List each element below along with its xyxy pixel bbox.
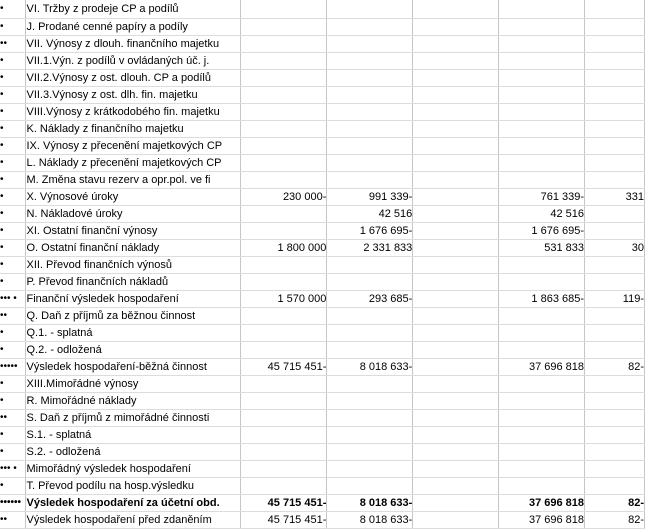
value-cell-col-5[interactable]: [585, 86, 645, 103]
value-cell-col-3[interactable]: [413, 86, 499, 103]
value-cell-col-1[interactable]: [241, 409, 327, 426]
value-cell-col-4[interactable]: 37 696 818: [499, 494, 585, 511]
value-cell-col-2[interactable]: [327, 324, 413, 341]
row-label-cell[interactable]: VI. Tržby z prodeje CP a podílů: [26, 0, 241, 18]
value-cell-col-1[interactable]: [241, 137, 327, 154]
value-cell-col-5[interactable]: [585, 69, 645, 86]
value-cell-col-3[interactable]: [413, 222, 499, 239]
table-row: [0, 477, 645, 494]
value-cell-col-3[interactable]: [413, 0, 499, 18]
table-row: [0, 52, 645, 69]
value-cell-col-2[interactable]: [327, 409, 413, 426]
value-cell-col-1[interactable]: [241, 120, 327, 137]
outline-level-marker[interactable]: •: [0, 239, 26, 256]
value-cell-col-1[interactable]: [241, 69, 327, 86]
value-cell-col-2[interactable]: [327, 392, 413, 409]
outline-level-marker[interactable]: •: [0, 103, 26, 120]
row-label-cell[interactable]: T. Převod podílu na hosp.výsledku: [26, 477, 241, 494]
outline-level-marker[interactable]: ••: [0, 409, 26, 426]
value-cell-col-3[interactable]: [413, 188, 499, 205]
value-cell-col-4[interactable]: [499, 103, 585, 120]
value-cell-col-5[interactable]: [585, 256, 645, 273]
value-cell-col-1[interactable]: [241, 0, 327, 18]
row-label-cell[interactable]: O. Ostatní finanční náklady: [26, 239, 241, 256]
value-cell-col-5[interactable]: [585, 18, 645, 35]
value-cell-col-4[interactable]: [499, 120, 585, 137]
row-label-cell[interactable]: Výsledek hospodaření před zdaněním: [26, 511, 241, 528]
table-row: [0, 239, 645, 256]
value-cell-col-3[interactable]: [413, 426, 499, 443]
outline-level-marker[interactable]: •: [0, 375, 26, 392]
row-label-cell[interactable]: Q.1. - splatná: [26, 324, 241, 341]
row-label-cell[interactable]: S.2. - odložená: [26, 443, 241, 460]
value-cell-col-4[interactable]: [499, 341, 585, 358]
value-cell-col-5[interactable]: [585, 392, 645, 409]
value-cell-col-3[interactable]: [413, 341, 499, 358]
outline-level-marker[interactable]: •: [0, 477, 26, 494]
value-cell-col-1[interactable]: [241, 460, 327, 477]
table-row: [0, 137, 645, 154]
outline-level-marker[interactable]: •: [0, 341, 26, 358]
value-cell-col-3[interactable]: [413, 171, 499, 188]
value-cell-col-2[interactable]: 8 018 633-: [327, 358, 413, 375]
value-cell-col-1[interactable]: 1 570 000: [241, 290, 327, 307]
value-cell-col-3[interactable]: [413, 324, 499, 341]
value-cell-col-1[interactable]: [241, 392, 327, 409]
value-cell-col-5[interactable]: [585, 273, 645, 290]
value-cell-col-3[interactable]: [413, 35, 499, 52]
value-cell-col-4[interactable]: [499, 324, 585, 341]
value-cell-col-2[interactable]: [327, 137, 413, 154]
value-cell-col-5[interactable]: [585, 103, 645, 120]
outline-level-marker[interactable]: •: [0, 256, 26, 273]
outline-level-marker[interactable]: ••: [0, 307, 26, 324]
value-cell-col-2[interactable]: 991 339-: [327, 188, 413, 205]
value-cell-col-5[interactable]: [585, 324, 645, 341]
value-cell-col-1[interactable]: 1 800 000: [241, 239, 327, 256]
value-cell-col-1[interactable]: [241, 426, 327, 443]
row-label-cell[interactable]: P. Převod finančních nákladů: [26, 273, 241, 290]
table-row: [0, 86, 645, 103]
row-label-cell[interactable]: M. Změna stavu rezerv a opr.pol. ve fi: [26, 171, 241, 188]
row-label-cell[interactable]: J. Prodané cenné papíry a podíly: [26, 18, 241, 35]
row-label-cell[interactable]: L. Náklady z přecenění majetkových CP: [26, 154, 241, 171]
value-cell-col-3[interactable]: [413, 460, 499, 477]
value-cell-col-5[interactable]: [585, 460, 645, 477]
value-cell-col-4[interactable]: 761 339-: [499, 188, 585, 205]
value-cell-col-1[interactable]: [241, 375, 327, 392]
value-cell-col-3[interactable]: [413, 154, 499, 171]
value-cell-col-2[interactable]: 42 516: [327, 205, 413, 222]
outline-level-marker[interactable]: •: [0, 273, 26, 290]
value-cell-col-1[interactable]: [241, 154, 327, 171]
outline-level-marker[interactable]: •: [0, 188, 26, 205]
row-label-cell[interactable]: X. Výnosové úroky: [26, 188, 241, 205]
row-label-cell[interactable]: VII.2.Výnosy z ost. dlouh. CP a podílů: [26, 69, 241, 86]
table-row: [0, 375, 645, 392]
value-cell-col-1[interactable]: 45 715 451-: [241, 511, 327, 528]
value-cell-col-1[interactable]: [241, 103, 327, 120]
table-row: [0, 0, 645, 18]
value-cell-col-3[interactable]: [413, 103, 499, 120]
value-cell-col-3[interactable]: [413, 392, 499, 409]
value-cell-col-1[interactable]: [241, 18, 327, 35]
value-cell-col-5[interactable]: [585, 375, 645, 392]
value-cell-col-5[interactable]: [585, 35, 645, 52]
value-cell-col-2[interactable]: [327, 69, 413, 86]
table-row: [0, 460, 645, 477]
value-cell-col-2[interactable]: [327, 273, 413, 290]
value-cell-col-2[interactable]: [327, 460, 413, 477]
value-cell-col-2[interactable]: [327, 426, 413, 443]
table-row: [0, 188, 645, 205]
value-cell-col-3[interactable]: [413, 358, 499, 375]
value-cell-col-5[interactable]: [585, 477, 645, 494]
outline-level-marker[interactable]: ••• •: [0, 290, 26, 307]
table-row: [0, 273, 645, 290]
value-cell-col-4[interactable]: [499, 69, 585, 86]
value-cell-col-2[interactable]: [327, 443, 413, 460]
value-cell-col-2[interactable]: [327, 154, 413, 171]
value-cell-col-5[interactable]: [585, 171, 645, 188]
value-cell-col-3[interactable]: [413, 290, 499, 307]
outline-level-marker[interactable]: •: [0, 324, 26, 341]
table-row: [0, 409, 645, 426]
value-cell-col-5[interactable]: 119-: [585, 290, 645, 307]
value-cell-col-1[interactable]: [241, 35, 327, 52]
value-cell-col-3[interactable]: [413, 256, 499, 273]
value-cell-col-3[interactable]: [413, 273, 499, 290]
outline-level-marker[interactable]: •: [0, 137, 26, 154]
row-label-cell[interactable]: Mimořádný výsledek hospodaření: [26, 460, 241, 477]
table-row: [0, 426, 645, 443]
outline-level-marker[interactable]: •: [0, 0, 26, 18]
value-cell-col-4[interactable]: [499, 460, 585, 477]
value-cell-col-5[interactable]: 82-: [585, 358, 645, 375]
row-label-cell[interactable]: XI. Ostatní finanční výnosy: [26, 222, 241, 239]
value-cell-col-2[interactable]: [327, 86, 413, 103]
value-cell-col-1[interactable]: [241, 52, 327, 69]
table-row: [0, 392, 645, 409]
value-cell-col-3[interactable]: [413, 494, 499, 511]
value-cell-col-1[interactable]: [241, 222, 327, 239]
row-label-cell[interactable]: Výsledek hospodaření za účetní obd.: [26, 494, 241, 511]
value-cell-col-3[interactable]: [413, 443, 499, 460]
value-cell-col-4[interactable]: [499, 392, 585, 409]
value-cell-col-3[interactable]: [413, 120, 499, 137]
value-cell-col-1[interactable]: [241, 443, 327, 460]
value-cell-col-1[interactable]: [241, 205, 327, 222]
value-cell-col-1[interactable]: [241, 86, 327, 103]
table-row: [0, 120, 645, 137]
table-row: [0, 103, 645, 120]
value-cell-col-2[interactable]: [327, 477, 413, 494]
table-row: [0, 35, 645, 52]
value-cell-col-4[interactable]: [499, 52, 585, 69]
outline-level-marker[interactable]: ••••••: [0, 494, 26, 511]
table-row: [0, 18, 645, 35]
outline-level-marker[interactable]: •: [0, 18, 26, 35]
value-cell-col-3[interactable]: [413, 307, 499, 324]
outline-level-marker[interactable]: •: [0, 392, 26, 409]
value-cell-col-5[interactable]: [585, 409, 645, 426]
outline-level-marker[interactable]: •: [0, 222, 26, 239]
value-cell-col-5[interactable]: 82-: [585, 494, 645, 511]
outline-level-marker[interactable]: •: [0, 154, 26, 171]
value-cell-col-2[interactable]: [327, 256, 413, 273]
value-cell-col-1[interactable]: [241, 256, 327, 273]
value-cell-col-5[interactable]: [585, 307, 645, 324]
value-cell-col-4[interactable]: 531 833: [499, 239, 585, 256]
row-label-cell[interactable]: K. Náklady z finančního majetku: [26, 120, 241, 137]
value-cell-col-1[interactable]: [241, 341, 327, 358]
value-cell-col-4[interactable]: [499, 443, 585, 460]
table-row: [0, 341, 645, 358]
value-cell-col-5[interactable]: 30: [585, 239, 645, 256]
table-row: [0, 290, 645, 307]
row-label-cell[interactable]: XIII.Mimořádné výnosy: [26, 375, 241, 392]
value-cell-col-1[interactable]: [241, 307, 327, 324]
value-cell-col-4[interactable]: [499, 171, 585, 188]
outline-level-marker[interactable]: •: [0, 205, 26, 222]
value-cell-col-4[interactable]: [499, 477, 585, 494]
outline-level-marker[interactable]: ••• •: [0, 460, 26, 477]
row-label-cell[interactable]: R. Mimořádné náklady: [26, 392, 241, 409]
value-cell-col-3[interactable]: [413, 18, 499, 35]
row-label-cell[interactable]: Q. Daň z příjmů za běžnou činnost: [26, 307, 241, 324]
value-cell-col-1[interactable]: [241, 324, 327, 341]
value-cell-col-2[interactable]: [327, 307, 413, 324]
value-cell-col-4[interactable]: 1 676 695-: [499, 222, 585, 239]
row-label-cell[interactable]: Finanční výsledek hospodaření: [26, 290, 241, 307]
value-cell-col-1[interactable]: [241, 171, 327, 188]
table-row: [0, 307, 645, 324]
value-cell-col-5[interactable]: [585, 205, 645, 222]
outline-level-marker[interactable]: •••••: [0, 358, 26, 375]
value-cell-col-4[interactable]: [499, 86, 585, 103]
outline-level-marker[interactable]: •: [0, 86, 26, 103]
value-cell-col-4[interactable]: 37 696 818: [499, 511, 585, 528]
value-cell-col-2[interactable]: 8 018 633-: [327, 511, 413, 528]
value-cell-col-3[interactable]: [413, 137, 499, 154]
value-cell-col-4[interactable]: 42 516: [499, 205, 585, 222]
row-label-cell[interactable]: IX. Výnosy z přecenění majetkových CP: [26, 137, 241, 154]
value-cell-col-2[interactable]: [327, 35, 413, 52]
value-cell-col-3[interactable]: [413, 52, 499, 69]
value-cell-col-5[interactable]: [585, 222, 645, 239]
table-row: [0, 69, 645, 86]
value-cell-col-4[interactable]: [499, 0, 585, 18]
table-row: [0, 222, 645, 239]
value-cell-col-4[interactable]: [499, 154, 585, 171]
outline-level-marker[interactable]: •: [0, 69, 26, 86]
value-cell-col-4[interactable]: [499, 273, 585, 290]
value-cell-col-1[interactable]: [241, 477, 327, 494]
value-cell-col-4[interactable]: [499, 409, 585, 426]
value-cell-col-3[interactable]: [413, 69, 499, 86]
value-cell-col-4[interactable]: 1 863 685-: [499, 290, 585, 307]
value-cell-col-2[interactable]: [327, 341, 413, 358]
value-cell-col-4[interactable]: [499, 426, 585, 443]
value-cell-col-4[interactable]: [499, 307, 585, 324]
value-cell-col-2[interactable]: [327, 120, 413, 137]
value-cell-col-2[interactable]: [327, 375, 413, 392]
value-cell-col-4[interactable]: [499, 18, 585, 35]
value-cell-col-4[interactable]: [499, 375, 585, 392]
row-label-cell[interactable]: VII. Výnosy z dlouh. finančního majetku: [26, 35, 241, 52]
table-row: [0, 256, 645, 273]
value-cell-col-5[interactable]: [585, 426, 645, 443]
row-label-cell[interactable]: S. Daň z příjmů z mimořádné činnosti: [26, 409, 241, 426]
value-cell-col-5[interactable]: [585, 443, 645, 460]
value-cell-col-2[interactable]: [327, 52, 413, 69]
row-label-cell[interactable]: Výsledek hospodaření-běžná činnost: [26, 358, 241, 375]
value-cell-col-1[interactable]: 45 715 451-: [241, 358, 327, 375]
value-cell-col-3[interactable]: [413, 239, 499, 256]
value-cell-col-5[interactable]: 82-: [585, 511, 645, 528]
value-cell-col-3[interactable]: [413, 375, 499, 392]
value-cell-col-5[interactable]: [585, 154, 645, 171]
outline-level-marker[interactable]: •: [0, 443, 26, 460]
table-row: [0, 154, 645, 171]
table-row: [0, 443, 645, 460]
row-label-cell[interactable]: VII.1.Výn. z podílů v ovládaných úč. j.: [26, 52, 241, 69]
row-label-cell[interactable]: S.1. - splatná: [26, 426, 241, 443]
value-cell-col-5[interactable]: [585, 52, 645, 69]
table-row: [0, 324, 645, 341]
value-cell-col-2[interactable]: 2 331 833: [327, 239, 413, 256]
outline-level-marker[interactable]: ••: [0, 35, 26, 52]
value-cell-col-3[interactable]: [413, 409, 499, 426]
value-cell-col-2[interactable]: 8 018 633-: [327, 494, 413, 511]
row-label-cell[interactable]: VII.3.Výnosy z ost. dlh. fin. majetku: [26, 86, 241, 103]
value-cell-col-3[interactable]: [413, 205, 499, 222]
value-cell-col-5[interactable]: [585, 120, 645, 137]
outline-level-marker[interactable]: •: [0, 426, 26, 443]
outline-level-marker[interactable]: •: [0, 171, 26, 188]
row-label-cell[interactable]: N. Nákladové úroky: [26, 205, 241, 222]
value-cell-col-4[interactable]: [499, 35, 585, 52]
table-row: [0, 494, 645, 511]
outline-level-marker[interactable]: •: [0, 52, 26, 69]
value-cell-col-2[interactable]: [327, 18, 413, 35]
table-row: [0, 205, 645, 222]
outline-level-marker[interactable]: •: [0, 120, 26, 137]
table-row: [0, 171, 645, 188]
value-cell-col-4[interactable]: [499, 256, 585, 273]
value-cell-col-2[interactable]: [327, 103, 413, 120]
row-label-cell[interactable]: XII. Převod finančních výnosů: [26, 256, 241, 273]
outline-level-marker[interactable]: ••: [0, 511, 26, 528]
row-label-cell[interactable]: Q.2. - odložená: [26, 341, 241, 358]
value-cell-col-5[interactable]: [585, 0, 645, 18]
value-cell-col-2[interactable]: [327, 0, 413, 18]
value-cell-col-4[interactable]: 37 696 818: [499, 358, 585, 375]
value-cell-col-4[interactable]: [499, 137, 585, 154]
value-cell-col-5[interactable]: [585, 137, 645, 154]
value-cell-col-1[interactable]: 45 715 451-: [241, 494, 327, 511]
value-cell-col-1[interactable]: [241, 273, 327, 290]
value-cell-col-1[interactable]: 230 000-: [241, 188, 327, 205]
table-row: [0, 511, 645, 528]
value-cell-col-5[interactable]: 331: [585, 188, 645, 205]
table-row: [0, 358, 645, 375]
value-cell-col-2[interactable]: 1 676 695-: [327, 222, 413, 239]
value-cell-col-3[interactable]: [413, 477, 499, 494]
value-cell-col-5[interactable]: [585, 341, 645, 358]
value-cell-col-2[interactable]: 293 685-: [327, 290, 413, 307]
value-cell-col-2[interactable]: [327, 171, 413, 188]
row-label-cell[interactable]: VIII.Výnosy z krátkodobého fin. majetku: [26, 103, 241, 120]
value-cell-col-3[interactable]: [413, 511, 499, 528]
